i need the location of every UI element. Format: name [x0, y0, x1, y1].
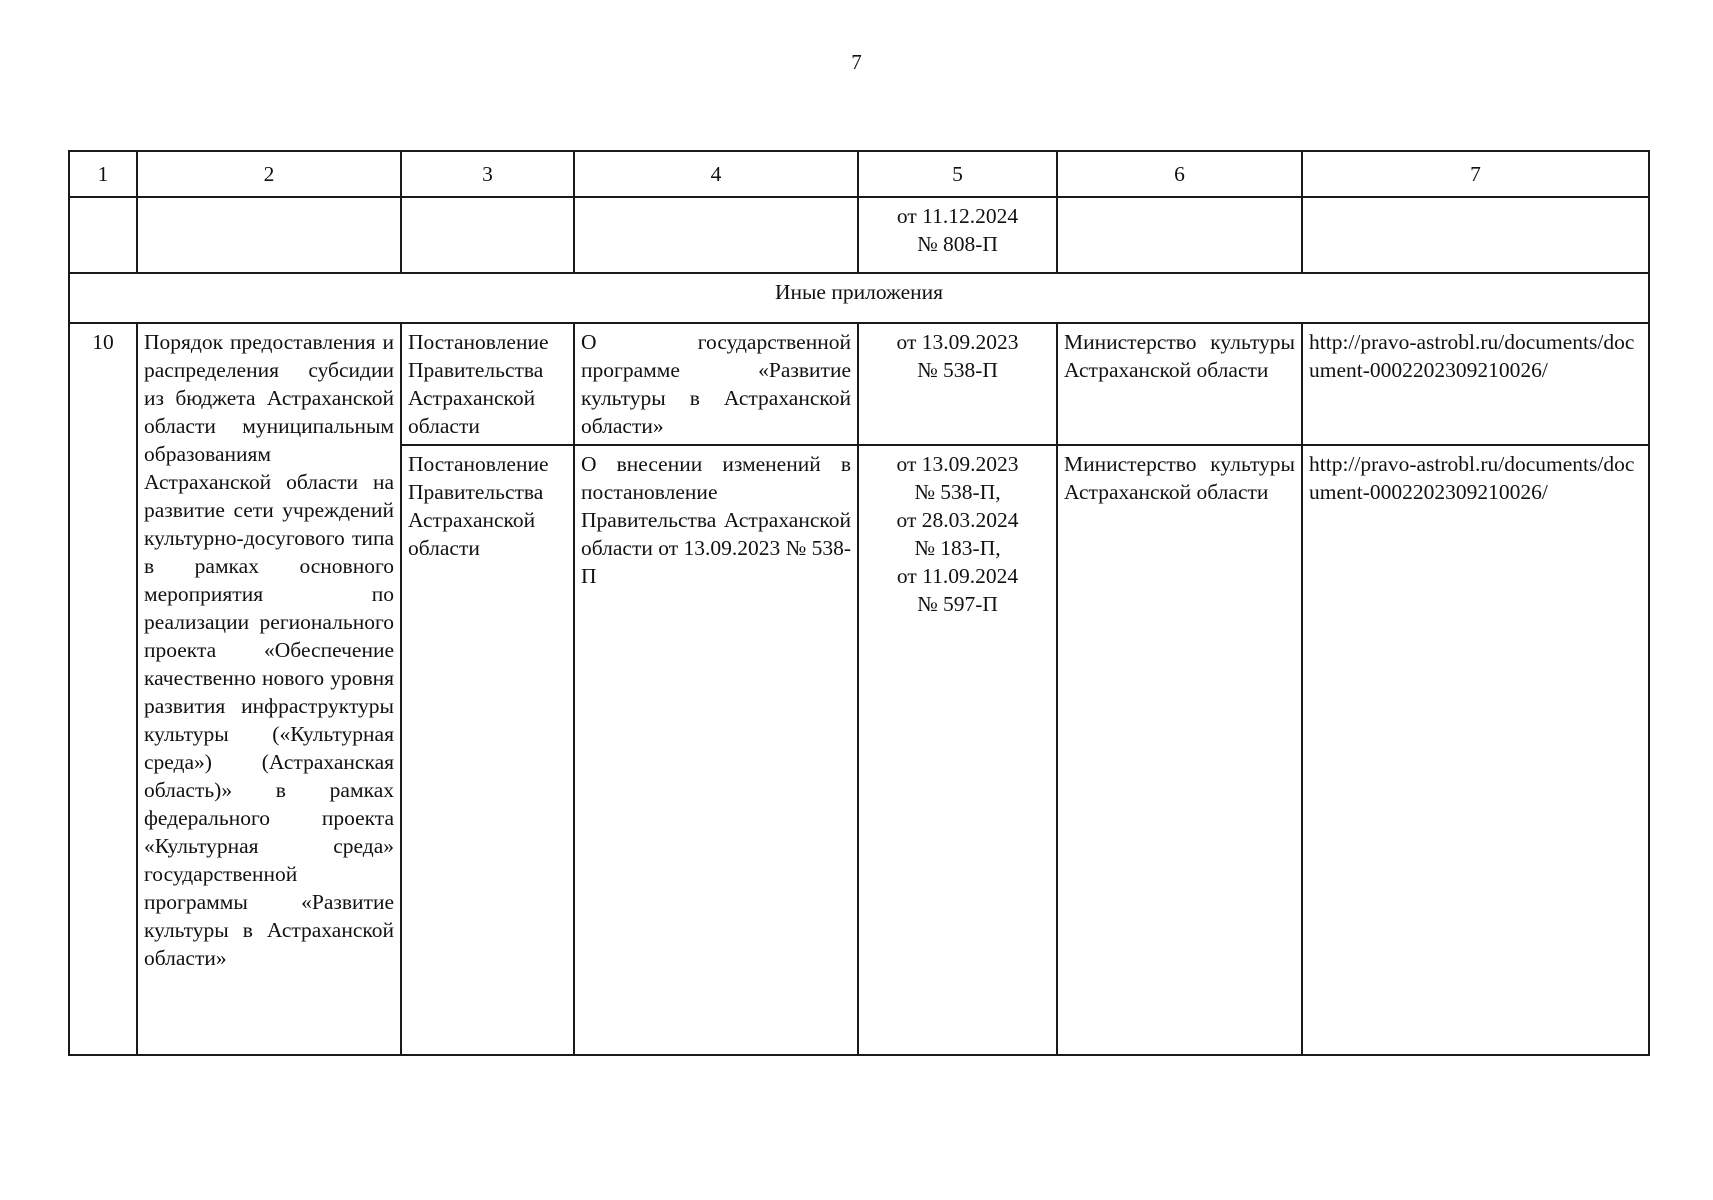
act-title: О государственной программе «Развитие культуры в Астраханской области»	[574, 323, 858, 445]
section-row	[69, 273, 1649, 323]
column-header-1: 1	[69, 151, 137, 197]
carry-over-number: № 808-П	[917, 232, 998, 256]
act-authority: Министерство культуры Астраханской области	[1057, 445, 1302, 1055]
act-date: от 11.09.2024	[896, 564, 1019, 588]
act-authority: Министерство культуры Астраханской области	[1057, 323, 1302, 445]
table-cell	[574, 197, 858, 273]
act-link[interactable]: http://pravo-astrobl.ru/documents/document-0002202309210026/	[1302, 445, 1649, 1055]
act-date: от 13.09.2023	[896, 330, 1019, 354]
table-row	[69, 323, 1649, 445]
page-number: 7	[851, 50, 862, 74]
carry-over-date: от 11.12.2024	[896, 204, 1019, 228]
act-title: О внесении изменений в постановление Правительства Астраханской области от 13.09.2023 № 538-П	[574, 445, 858, 1055]
column-header-5: 5	[858, 151, 1057, 197]
act-number: № 538-П	[917, 358, 998, 382]
column-header-3: 3	[401, 151, 574, 197]
table-cell	[1057, 197, 1302, 273]
table-cell	[137, 197, 401, 273]
table-cell	[401, 197, 574, 273]
table-cell	[69, 197, 137, 273]
item-description: Порядок предоставления и распределения субсидии из бюджета Астраханской области муниципальным образованиям Астраханской области на развитие сети учреждений культурно-досугового типа в рамках основного мероприятия по реализации регионального проекта «Обеспечение качественно нового уровня развития инфраструктуры культуры («Культурная среда») (Астраханская область)» в рамках федерального проекта «Культурная среда» государственной программы «Развитие культуры в Астраханской области»	[137, 323, 401, 1055]
act-type: Постановление Правительства Астраханской области	[401, 445, 574, 1055]
item-number: 10	[69, 323, 137, 1055]
act-number: № 597-П	[917, 592, 998, 616]
column-header-4: 4	[574, 151, 858, 197]
column-header-7: 7	[1302, 151, 1649, 197]
section-title: Иные приложения	[69, 273, 1649, 323]
act-details	[858, 445, 1057, 1055]
act-date: от 28.03.2024	[896, 508, 1019, 532]
act-date: от 13.09.2023	[896, 452, 1019, 476]
header-row	[69, 151, 1649, 197]
act-number: № 538-П,	[914, 480, 1001, 504]
column-header-6: 6	[1057, 151, 1302, 197]
column-header-2: 2	[137, 151, 401, 197]
act-link[interactable]: http://pravo-astrobl.ru/documents/document-0002202309210026/	[1302, 323, 1649, 445]
table-cell	[1302, 197, 1649, 273]
carry-over-row	[69, 197, 1649, 273]
registry-table	[68, 150, 1650, 1056]
act-type: Постановление Правительства Астраханской области	[401, 323, 574, 445]
carry-over-details-cell	[858, 197, 1057, 273]
act-details	[858, 323, 1057, 445]
act-number: № 183-П,	[914, 536, 1001, 560]
